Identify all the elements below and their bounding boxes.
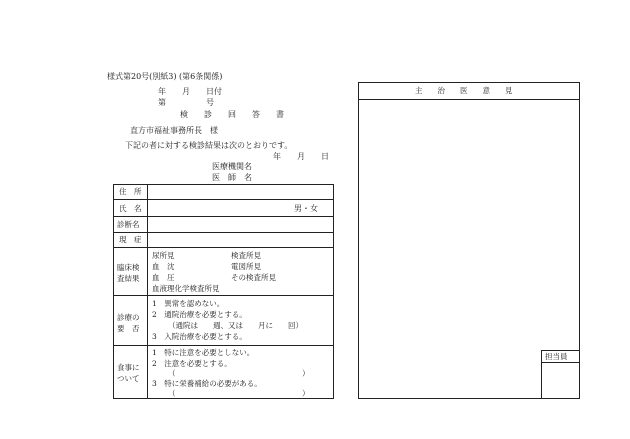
clinical-other: その検査所見	[231, 273, 276, 282]
diagnosis-label: 診断名	[117, 220, 140, 229]
clinical-label-2: 査結果	[117, 274, 140, 283]
clinical-ecg: 電図所見	[231, 262, 261, 271]
address-label: 住 所	[119, 187, 142, 196]
clinical-blood-pressure: 血 圧	[152, 273, 175, 282]
gender-field: 男・女	[294, 204, 318, 213]
date-line: 年 月 日付	[158, 87, 222, 96]
treatment-visit-freq: （通院は 週、又は 月に 回）	[168, 321, 303, 330]
treatment-option-2: 2 通院治療を必要とする。	[152, 310, 247, 319]
diet-paren-open-1: （	[168, 369, 176, 378]
number-line: 第 号	[158, 98, 214, 107]
name-label: 氏 名	[119, 204, 142, 213]
diet-option-1: 1 特に注意を必要としない。	[152, 348, 255, 357]
diet-label-1: 食事に	[117, 363, 140, 372]
staff-label: 担当員	[545, 352, 568, 361]
diet-option-3: 3 特に栄養補給の必要がある。	[152, 379, 262, 388]
treatment-label-1: 診療の	[117, 313, 140, 322]
treatment-option-3: 3 入院治療を必要とする。	[152, 332, 247, 341]
institution-label: 医療機関名	[212, 162, 252, 171]
diet-option-2: 2 注意を必要とする。	[152, 359, 232, 368]
clinical-label-1: 臨床検	[117, 263, 140, 272]
diet-paren-open-2: （	[168, 389, 176, 398]
signature-date: 年 月 日	[273, 152, 329, 161]
treatment-option-1: 1 異常を認めない。	[152, 299, 225, 308]
form-number: 様式第20号(別紙3) (第6条関係)	[107, 72, 223, 81]
diet-paren-close-2: ）	[302, 389, 310, 398]
addressee: 直方市福祉事務所長 様	[130, 126, 218, 135]
opinion-header: 主 治 医 意 見	[415, 86, 513, 95]
diet-paren-close-1: ）	[302, 369, 310, 378]
clinical-biochem: 血液理化学検査所見	[152, 284, 220, 293]
diet-label-2: ついて	[117, 374, 140, 383]
intro-text: 下記の者に対する検診結果は次のとおりです。	[125, 141, 293, 150]
clinical-urine: 尿所見	[152, 251, 175, 260]
symptoms-label: 現 症	[119, 235, 142, 244]
treatment-label-2: 要 否	[117, 324, 140, 333]
clinical-blood-sed: 血 沈	[152, 262, 175, 271]
document-title: 検 診 回 答 書	[180, 110, 284, 119]
clinical-exam-findings: 検査所見	[231, 251, 261, 260]
doctor-label: 医 師 名	[212, 173, 252, 182]
